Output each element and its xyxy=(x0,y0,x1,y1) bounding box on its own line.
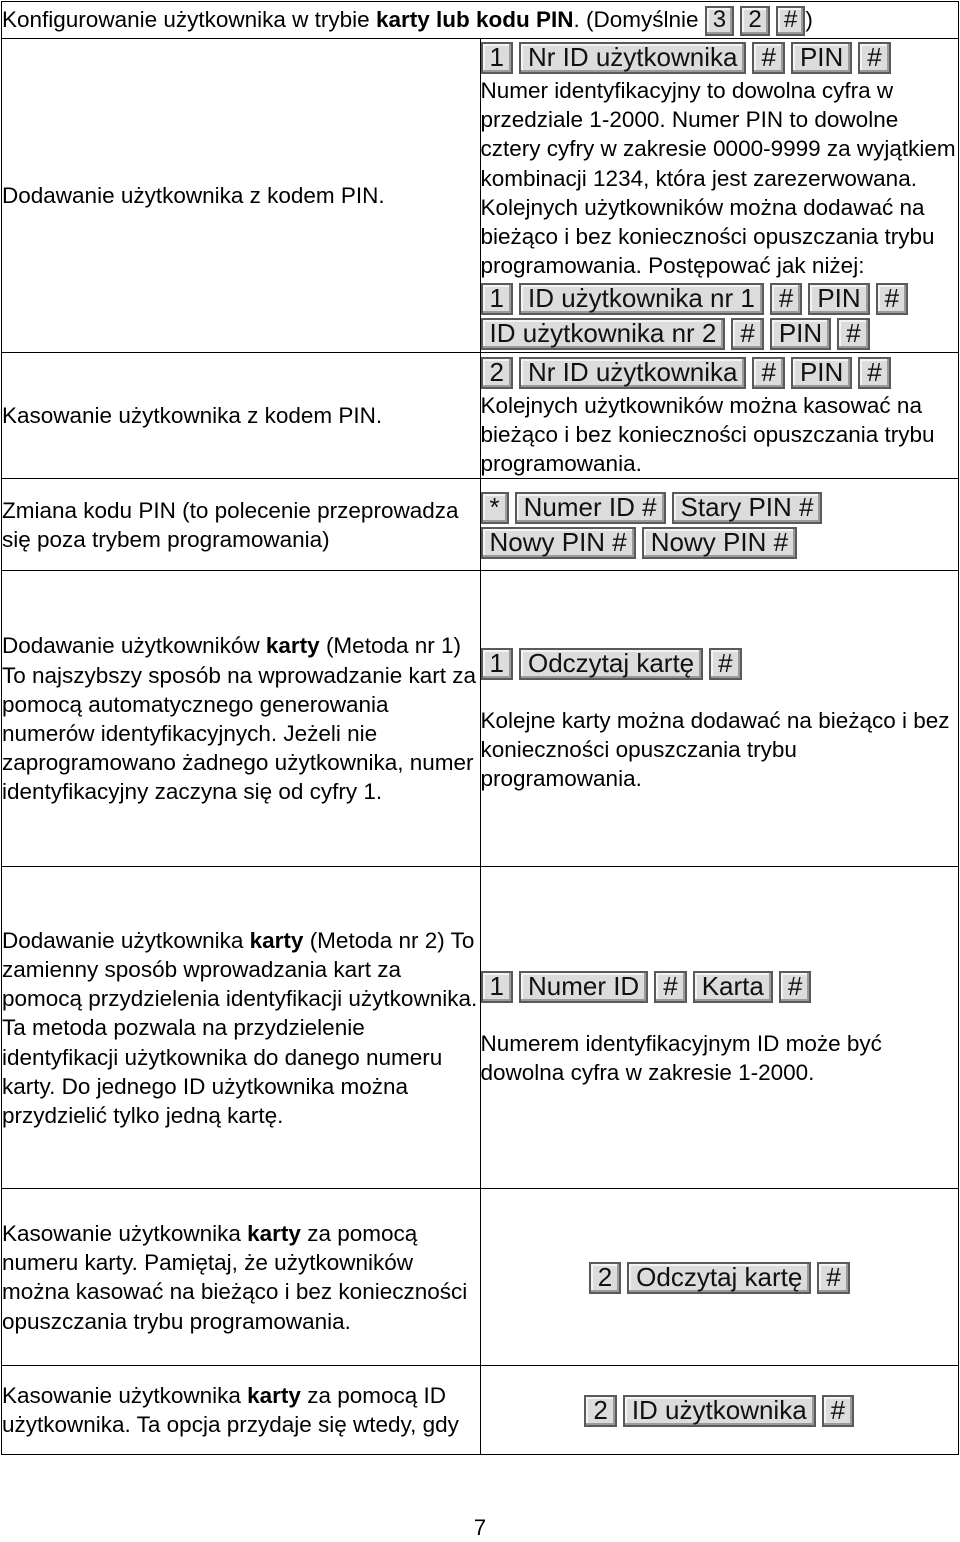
key: PIN xyxy=(770,318,831,350)
row-content xyxy=(480,353,959,479)
key: 1 xyxy=(481,42,513,74)
row-content xyxy=(480,479,959,571)
key: # xyxy=(709,648,741,680)
key: Numer ID # xyxy=(515,492,666,524)
table-row xyxy=(2,571,959,867)
key-sequence xyxy=(481,42,959,74)
header-close: ) xyxy=(805,7,813,32)
label-bold: karty xyxy=(247,1383,301,1409)
config-table xyxy=(1,1,959,1455)
table-header xyxy=(2,2,959,39)
label-text: Kasowanie użytkownika xyxy=(2,1221,248,1247)
key: 1 xyxy=(481,971,513,1003)
row-content xyxy=(480,867,959,1189)
row-label: Dodawanie użytkownika z kodem PIN. xyxy=(2,39,481,353)
key-sequence xyxy=(481,1262,959,1294)
key: # xyxy=(779,971,811,1003)
key: Odczytaj kartę xyxy=(519,648,703,680)
key: Nowy PIN # xyxy=(642,527,797,559)
key: Stary PIN # xyxy=(672,492,823,524)
label-text: Dodawanie użytkowników xyxy=(2,633,266,659)
table-header-row xyxy=(2,2,959,39)
key: ID użytkownika nr 2 xyxy=(481,318,726,350)
row-label xyxy=(2,571,481,867)
key: PIN xyxy=(808,283,869,315)
table-row xyxy=(2,1189,959,1366)
key: * xyxy=(481,492,509,524)
label-text: Kasowanie użytkownika xyxy=(2,1383,248,1409)
key: Nr ID użytkownika xyxy=(519,357,747,389)
key-sequence xyxy=(481,1395,959,1427)
key-sequence xyxy=(481,492,959,524)
label-bold: karty xyxy=(249,927,304,953)
row-label: Kasowanie użytkownika z kodem PIN. xyxy=(2,353,481,479)
label-text: (Metoda nr 1) To najszybszy sposób na wprowadzanie kart za pomocą automatycznego generowania numerów identyfikacyjnych. Jeżeli nie zaprogramowano żadnego użytkownika, numer identyfikacyjny zaczyna się od cyfry 1. xyxy=(2,633,476,805)
label-text: (Metoda nr 2) To zamienny sposób wprowadzania kart za pomocą przydzielenia identyfikacji użytkownika. Ta metoda pozwala na przydzielenie identyfikacji użytkownika do danego numeru karty. Do jednego ID użytkownika można przydzielić tylko jedną kartę. xyxy=(2,927,478,1128)
key: # xyxy=(858,357,890,389)
row-content xyxy=(480,1189,959,1366)
key: # xyxy=(654,971,686,1003)
header-text-suffix: . (Domyślnie xyxy=(573,7,705,32)
key: PIN xyxy=(791,42,852,74)
key-sequence xyxy=(481,283,959,315)
key-sequence xyxy=(481,357,959,389)
label-text: za pomocą numeru karty. Pamiętaj, że użytkowników można kasować na bieżąco i bez konieczności opuszczania trybu programowania. xyxy=(2,1221,468,1334)
table-row xyxy=(2,1366,959,1455)
row-label: Zmiana kodu PIN (to polecenie przeprowadza się poza trybem programowania) xyxy=(2,479,481,571)
table-row xyxy=(2,353,959,479)
key: Numer ID xyxy=(519,971,648,1003)
row-description: Numer identyfikacyjny to dowolna cyfra w przedziale 1-2000. Numer PIN to dowolne cztery cyfry w zakresie 0000-9999 za wyjątkiem kombinacji 1234, która jest zarezerwowana. Kolejnych użytkowników można dodawać na bieżąco i bez konieczności opuszczania trybu programowania. Postępować jak niżej: xyxy=(480,78,956,279)
row-content xyxy=(480,571,959,867)
label-text: za pomocą ID użytkownika. Ta opcja przydaje się wtedy, gdy xyxy=(2,1383,459,1438)
row-description: Kolejnych użytkowników można kasować na bieżąco i bez konieczności opuszczania trybu programowania. xyxy=(480,392,935,477)
row-description: Numerem identyfikacyjnym ID może być dowolna cyfra w zakresie 1-2000. xyxy=(480,1031,882,1086)
key-sequence xyxy=(481,648,959,680)
key: # xyxy=(731,318,763,350)
key: # xyxy=(858,42,890,74)
key: Karta xyxy=(693,971,773,1003)
key-3: 3 xyxy=(705,6,734,36)
row-label xyxy=(2,1189,481,1366)
key: # xyxy=(770,283,802,315)
key: # xyxy=(752,357,784,389)
row-description: Kolejne karty można dodawać na bieżąco i bez konieczności opuszczania trybu programowania. xyxy=(480,707,950,792)
header-bold-text: karty lub kodu PIN xyxy=(375,7,574,32)
row-label xyxy=(2,867,481,1189)
table-row xyxy=(2,39,959,353)
row-label xyxy=(2,1366,481,1455)
key: Nowy PIN # xyxy=(481,527,636,559)
row-content xyxy=(480,1366,959,1455)
key: PIN xyxy=(791,357,852,389)
label-text: Dodawanie użytkownika xyxy=(2,927,250,953)
key: 1 xyxy=(481,648,513,680)
table-row xyxy=(2,867,959,1189)
key-2: 2 xyxy=(740,6,769,36)
label-bold: karty xyxy=(265,633,320,659)
label-bold: karty xyxy=(247,1221,301,1247)
key: 1 xyxy=(481,283,513,315)
key: 2 xyxy=(589,1262,621,1294)
row-content xyxy=(480,39,959,353)
key: # xyxy=(822,1395,854,1427)
key: 2 xyxy=(481,357,513,389)
key: # xyxy=(817,1262,849,1294)
header-text: Konfigurowanie użytkownika w trybie xyxy=(2,7,376,32)
key: # xyxy=(837,318,869,350)
key: ID użytkownika nr 1 xyxy=(519,283,764,315)
page-number: 7 xyxy=(473,1515,487,1540)
key-sequence xyxy=(481,318,959,350)
table-row xyxy=(2,479,959,571)
key: # xyxy=(752,42,784,74)
key-hash: # xyxy=(776,6,805,36)
key: # xyxy=(876,283,908,315)
key-sequence xyxy=(481,971,959,1003)
key-sequence xyxy=(481,527,959,559)
key: Nr ID użytkownika xyxy=(519,42,747,74)
key: ID użytkownika xyxy=(623,1395,816,1427)
key: Odczytaj kartę xyxy=(627,1262,811,1294)
key: 2 xyxy=(584,1395,616,1427)
